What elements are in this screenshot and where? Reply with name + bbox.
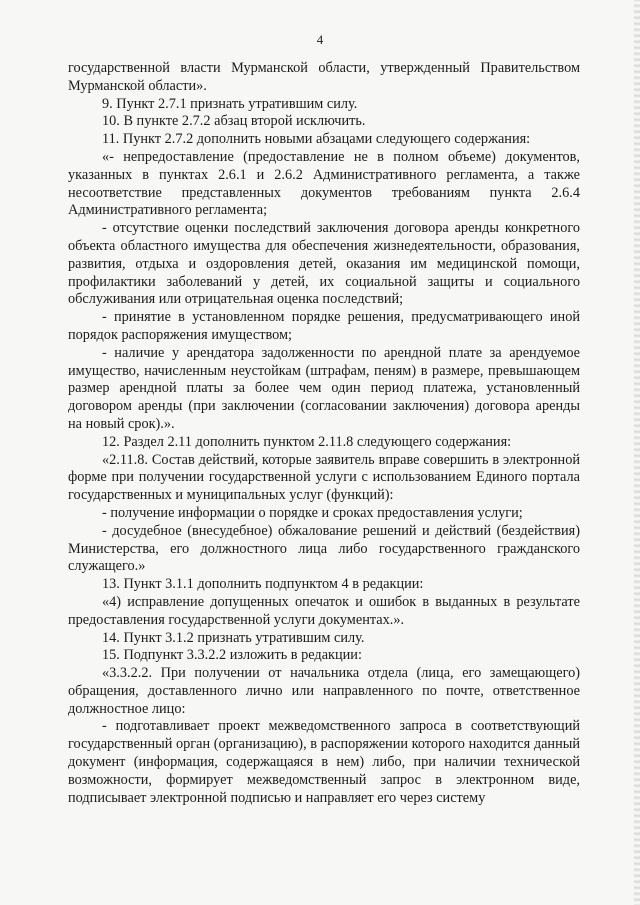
- paragraph: «- непредоставление (предоставление не в полном объеме) документов, указанных в пунктах 2.6.1 и 2.6.2 Административного регламента, а также несоответствие представленных документов требованиям пункта 2.6.4 Административного регламента;: [68, 148, 580, 219]
- page-number: 4: [316, 32, 324, 47]
- paragraph: - отсутствие оценки последствий заключения договора аренды конкретного объекта областного имущества для обеспечения жизнедеятельности, образования, развития, отдыха и оздоровления детей, оказания им медицинской помощи, профилактики заболеваний у детей, их социальной защиты и социального обслуживания или отрицательная оценка последствий;: [68, 220, 580, 308]
- paragraph: «4) исправление допущенных опечаток и ошибок в выданных в результате предоставления государственной услуги документах.».: [68, 593, 580, 628]
- paragraph: «2.11.8. Состав действий, которые заявитель вправе совершить в электронной форме при получении государственной услуги с использованием Единого портала государственных и муниципальных услуг (функций):: [68, 451, 580, 504]
- paragraph: 15. Подпункт 3.3.2.2 изложить в редакции:: [102, 647, 362, 664]
- paragraph: 14. Пункт 3.1.2 признать утратившим силу.: [102, 629, 365, 646]
- paragraph: государственной власти Мурманской области, утвержденный Правительством Мурманской области».: [68, 60, 580, 94]
- paragraph: 11. Пункт 2.7.2 дополнить новыми абзацами следующего содержания:: [102, 131, 531, 148]
- paragraph: - наличие у арендатора задолженности по арендной плате за арендуемое имущество, начисленным неустойкам (штрафам, пеням) в размере, превышающем размер арендной платы за более чем один период платежа, установленный договором аренды (при заключении (согласовании заключения) договора аренды на новый срок).».: [68, 344, 580, 432]
- paragraph: 10. В пункте 2.7.2 абзац второй исключить.: [102, 113, 366, 130]
- paragraph: «3.3.2.2. При получении от начальника отдела (лица, его замещающего) обращения, доставленного лично или направленного по почте, ответственное должностное лицо:: [68, 665, 580, 717]
- paragraph: - досудебное (внесудебное) обжалование решений и действий (бездействия) Министерства, его должностного лица либо государственного гражданского служащего.»: [68, 522, 580, 575]
- paragraph: - подготавливает проект межведомственного запроса в соответствующий государственный орган (организацию), в распоряжении которого находится данный документ (информация, содержащаяся в нем) либо, при наличии технической возможности, формирует межведомственный запрос в электронном виде, подписывает электронной подписью и направляет его через систему: [68, 718, 580, 806]
- paragraph: 12. Раздел 2.11 дополнить пунктом 2.11.8 следующего содержания:: [102, 433, 512, 450]
- paragraph: - получение информации о порядке и сроках предоставления услуги;: [102, 504, 523, 521]
- scan-edge: [634, 0, 640, 905]
- paragraph: - принятие в установленном порядке решения, предусматривающего иной порядок распоряжения имуществом;: [68, 309, 580, 343]
- paragraph: 9. Пункт 2.7.1 признать утратившим силу.: [102, 95, 358, 112]
- document-body: [68, 60, 580, 807]
- paragraph: 13. Пункт 3.1.1 дополнить подпунктом 4 в редакции:: [102, 576, 424, 593]
